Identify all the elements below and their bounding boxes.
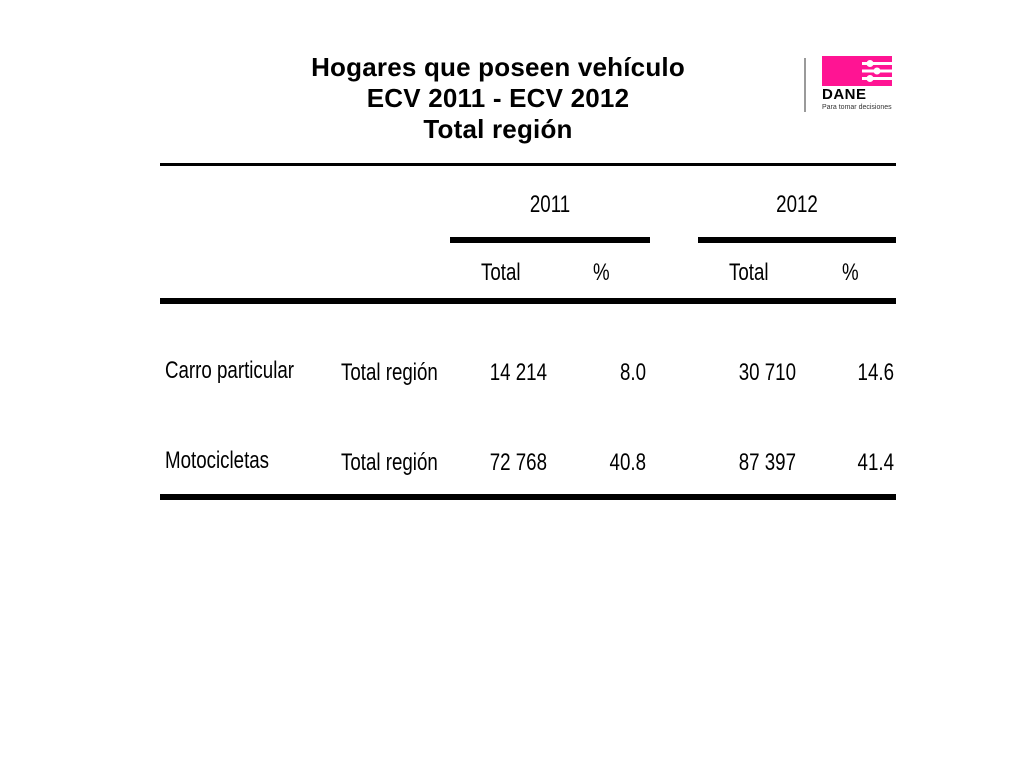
subheader-total-2011: Total bbox=[481, 259, 521, 286]
row-category: Motocicletas bbox=[165, 447, 270, 474]
subheader-total-2012: Total bbox=[729, 259, 769, 286]
year-rule-2011 bbox=[450, 237, 650, 243]
year-rule-2012 bbox=[698, 237, 896, 243]
title-block bbox=[240, 52, 756, 145]
header-bottom-rule bbox=[160, 298, 896, 304]
row-scope: Total región bbox=[341, 449, 438, 476]
logo-divider bbox=[804, 58, 806, 112]
logo-word: DANE bbox=[822, 86, 867, 103]
year-header-2012: 2012 bbox=[776, 191, 818, 218]
year-header-2011: 2011 bbox=[529, 191, 571, 218]
row-total-2012: 30 710 bbox=[738, 359, 796, 386]
row-total-2011: 72 768 bbox=[489, 449, 547, 476]
dane-logo-icon bbox=[822, 56, 892, 86]
row-pct-2012: 14.6 bbox=[857, 359, 894, 386]
row-pct-2011: 40.8 bbox=[609, 449, 646, 476]
title-line-2: ECV 2011 - ECV 2012 bbox=[366, 83, 630, 113]
row-pct-2011: 8.0 bbox=[619, 359, 646, 386]
table-bottom-rule bbox=[160, 494, 896, 500]
row-category: Carro particular bbox=[165, 357, 295, 384]
dane-logo bbox=[804, 56, 904, 114]
row-total-2011: 14 214 bbox=[489, 359, 547, 386]
row-scope: Total región bbox=[341, 359, 438, 386]
logo-tagline: Para tomar decisiones bbox=[822, 104, 892, 111]
row-pct-2012: 41.4 bbox=[857, 449, 894, 476]
title-line-1: Hogares que poseen vehículo bbox=[311, 52, 685, 82]
title-line-3: Total región bbox=[423, 114, 573, 144]
table-top-rule bbox=[160, 163, 896, 166]
row-total-2012: 87 397 bbox=[738, 449, 796, 476]
subheader-pct-2012: % bbox=[842, 259, 859, 286]
subheader-pct-2011: % bbox=[593, 259, 610, 286]
